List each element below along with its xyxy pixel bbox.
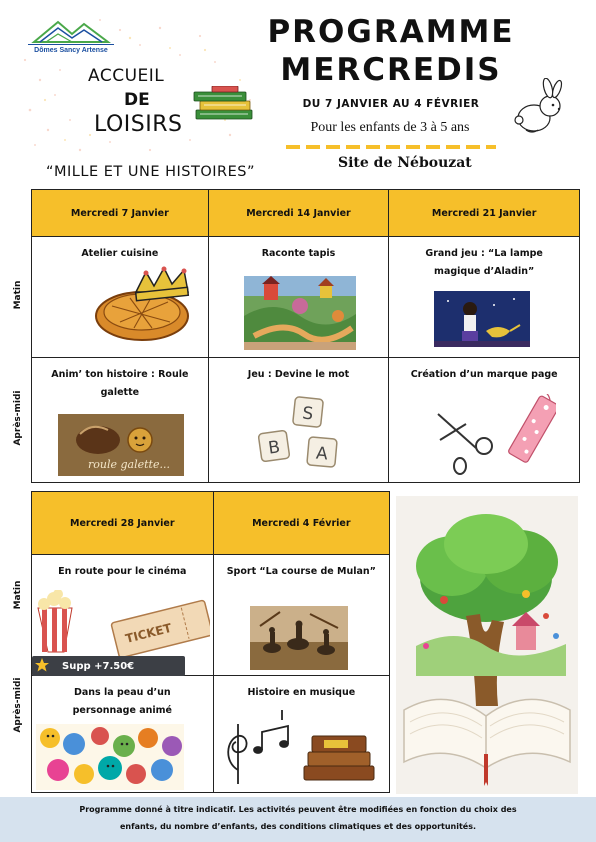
- story-carpet-icon: [244, 276, 356, 350]
- letter-tiles-icon: [256, 396, 346, 474]
- accueil-label: ACCUEIL: [88, 66, 165, 86]
- activity-title: Sport “La course de Mulan”: [226, 566, 376, 577]
- day-header: Mercredi 14 Janvier: [208, 190, 389, 237]
- day-header: Mercredi 21 Janvier: [389, 190, 580, 237]
- day-header: Mercredi 4 Février: [213, 492, 389, 555]
- supplement-badge: Supp +7.50€: [32, 656, 185, 676]
- title-mercredis: MERCREDIS: [280, 52, 502, 88]
- activity-title: Anim’ ton histoire : Roule galette: [51, 369, 189, 398]
- footer-line-1: Programme donné à titre indicatif. Les activités peuvent être modifiées en fonction du choix des: [79, 805, 517, 814]
- cartoon-characters-icon: [36, 724, 184, 790]
- roule-galette-icon: [58, 414, 184, 476]
- activity-title: Atelier cuisine: [81, 248, 159, 259]
- logo-text: Dômes Sancy Artense: [28, 44, 114, 54]
- day-header: Mercredi 28 Janvier: [32, 492, 214, 555]
- activity-title: En route pour le cinéma: [58, 566, 187, 577]
- open-book-tree-icon: [396, 496, 578, 794]
- letter-tile-a: A: [315, 443, 329, 465]
- activity-title: Dans la peau d’un personnage animé: [72, 687, 172, 716]
- letter-tile-b: B: [267, 437, 282, 459]
- activity-title: Création d’un marque page: [410, 369, 558, 380]
- aladdin-lamp-icon: [434, 291, 530, 347]
- yellow-dashed-line: [286, 144, 496, 150]
- age-range: Pour les enfants de 3 à 5 ans: [310, 120, 470, 135]
- activity-title: Histoire en musique: [247, 687, 356, 698]
- title-programme: PROGRAMME: [267, 14, 515, 50]
- activity-title: Jeu : Devine le mot: [247, 369, 350, 380]
- mountain-logo-icon: [28, 14, 114, 44]
- side-label-apres-midi-2: Après-midi: [13, 677, 23, 733]
- side-label-matin-1: Matin: [13, 280, 23, 310]
- scissors-bookmark-icon: [432, 394, 556, 476]
- ticket-text: TICKET: [123, 620, 174, 646]
- organization-logo: [28, 14, 114, 60]
- popcorn-ticket-icon: [34, 590, 210, 656]
- loisirs-label: LOISIRS: [94, 112, 183, 137]
- footer-line-2: enfants, du nombre d’enfants, des conditions climatiques et des opportunités.: [119, 822, 477, 831]
- de-label: DE: [124, 90, 150, 110]
- side-label-apres-midi-1: Après-midi: [13, 390, 23, 446]
- footer-disclaimer: [20, 801, 576, 835]
- music-notes-books-icon: [218, 710, 380, 790]
- image-caption: roule galette...: [88, 458, 170, 471]
- letter-tile-s: S: [301, 403, 315, 425]
- mulan-race-icon: [250, 606, 348, 670]
- activity-title: Raconte tapis: [261, 248, 336, 259]
- activity-title: Grand jeu : “La lampe magique d’Aladin”: [425, 248, 543, 277]
- galette-crown-icon: [90, 266, 202, 344]
- site-name: Site de Nébouzat: [338, 155, 472, 171]
- rabbit-icon: [510, 78, 572, 138]
- side-label-matin-2: Matin: [13, 580, 23, 610]
- star-icon: [34, 657, 50, 673]
- theme-title: “MILLE ET UNE HISTOIRES”: [46, 164, 255, 180]
- day-header: Mercredi 7 Janvier: [32, 190, 209, 237]
- books-icon: [192, 86, 258, 122]
- date-range: DU 7 JANVIER AU 4 FÉVRIER: [302, 98, 480, 110]
